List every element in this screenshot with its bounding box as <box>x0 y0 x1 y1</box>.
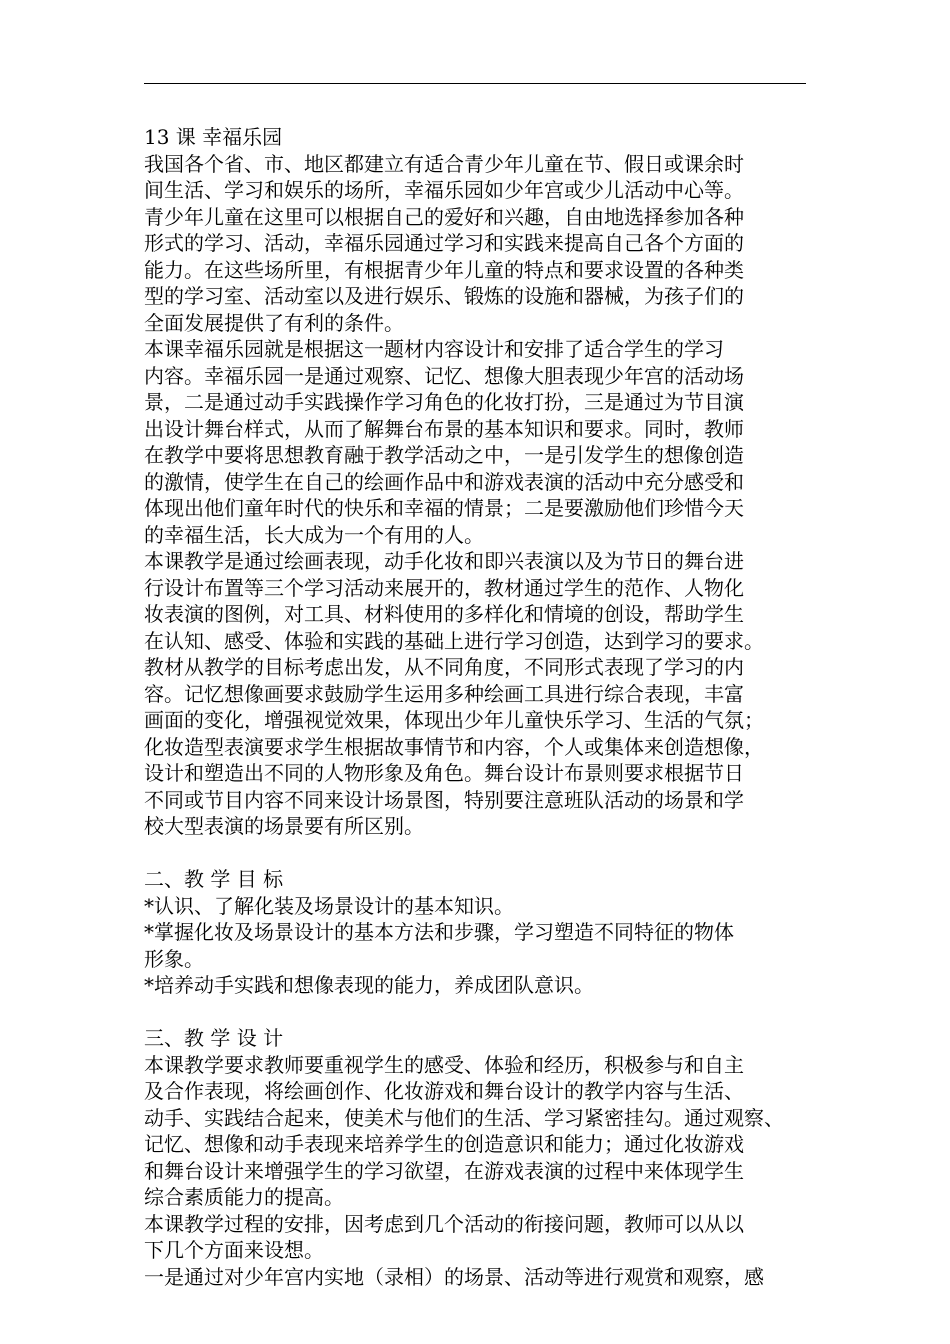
text-line: 及合作表现，将绘画创作、化妆游戏和舞台设计的教学内容与生活、 <box>144 1079 744 1103</box>
text-line: 一是通过对少年宫内实地（录相）的场景、活动等进行观赏和观察，感 <box>144 1264 764 1289</box>
header-rule <box>144 83 806 84</box>
lesson-title: 13 课 幸福乐园 <box>144 125 283 149</box>
text-line: 间生活、学习和娱乐的场所，幸福乐园如少年宫或少儿活动中心等。 <box>144 178 744 202</box>
text-line: 行设计布置等三个学习活动来展开的，教材通过学生的范作、人物化 <box>144 575 744 600</box>
text-line: 教材从教学的目标考虑出发，从不同角度，不同形式表现了学习的内 <box>144 655 744 679</box>
text-line: 出设计舞台样式，从而了解舞台布景的基本知识和要求。同时，教师 <box>144 416 744 441</box>
text-line: 体现出他们童年时代的快乐和幸福的情景；二是要激励他们珍惜今天 <box>144 496 744 520</box>
text-line: 的激情，使学生在自己的绘画作品中和游戏表演的活动中充分感受和 <box>144 469 744 494</box>
text-line: 的幸福生活，长大成为一个有用的人。 <box>144 522 484 547</box>
text-line: 综合素质能力的提高。 <box>144 1185 344 1209</box>
text-line: 能力。在这些场所里，有根据青少年儿童的特点和要求设置的各种类 <box>144 257 744 282</box>
text-line: *认识、了解化装及场景设计的基本知识。 <box>144 893 514 918</box>
text-line: 我国各个省、市、地区都建立有适合青少年儿童在节、假日或课余时 <box>144 151 744 176</box>
text-line: 青少年儿童在这里可以根据自己的爱好和兴趣，自由地选择参加各种 <box>144 204 744 229</box>
text-line: 本课教学过程的安排，因考虑到几个活动的衔接问题，教师可以从以 <box>144 1211 744 1236</box>
blank-line <box>144 840 812 867</box>
document-body <box>144 124 812 1290</box>
text-line: 本课教学是通过绘画表现，动手化妆和即兴表演以及为节日的舞台进 <box>144 549 744 573</box>
text-line: 本课幸福乐园就是根据这一题材内容设计和安排了适合学生的学习 <box>144 337 724 361</box>
blank-line <box>144 999 812 1026</box>
text-line: 本课教学要求教师要重视学生的感受、体验和经历，积极参与和自主 <box>144 1052 744 1077</box>
text-line: 妆表演的图例，对工具、材料使用的多样化和情境的创设，帮助学生 <box>144 602 744 626</box>
text-line: 形式的学习、活动，幸福乐园通过学习和实践来提高自己各个方面的 <box>144 231 744 255</box>
text-line: 容。记忆想像画要求鼓励学生运用多种绘画工具进行综合表现，丰富 <box>144 681 744 706</box>
text-line: 型的学习室、活动室以及进行娱乐、锻炼的设施和器械，为孩子们的 <box>144 284 744 308</box>
text-line: 在教学中要将思想教育融于教学活动之中，一是引发学生的想像创造 <box>144 443 744 467</box>
text-line: 和舞台设计来增强学生的学习欲望，在游戏表演的过程中来体现学生 <box>144 1158 744 1183</box>
text-line: 不同或节目内容不同来设计场景图，特别要注意班队活动的场景和学 <box>144 787 744 812</box>
text-line: 景，二是通过动手实践操作学习角色的化妆打扮，三是通过为节目演 <box>144 390 744 414</box>
text-line: 全面发展提供了有利的条件。 <box>144 310 404 335</box>
text-line: *掌握化妆及场景设计的基本方法和步骤，学习塑造不同特征的物体 <box>144 920 734 944</box>
text-line: 化妆造型表演要求学生根据故事情节和内容，个人或集体来创造想像， <box>144 734 764 759</box>
text-line: 在认知、感受、体验和实践的基础上进行学习创造，达到学习的要求。 <box>144 628 764 653</box>
text-line: 设计和塑造出不同的人物形象及角色。舞台设计布景则要求根据节日 <box>144 761 744 785</box>
text-line: 画面的变化，增强视觉效果，体现出少年儿童快乐学习、生活的气氛； <box>144 708 764 732</box>
text-line: 形象。 <box>144 946 204 971</box>
text-line: 动手、实践结合起来，使美术与他们的生活、学习紧密挂勾。通过观察、 <box>144 1105 784 1130</box>
text-line: 三、教 学 设 计 <box>144 1026 284 1050</box>
text-line: 内容。幸福乐园一是通过观察、记忆、想像大胆表现少年宫的活动场 <box>144 363 744 388</box>
text-line: 下几个方面来设想。 <box>144 1238 324 1262</box>
text-line: 校大型表演的场景要有所区别。 <box>144 814 424 838</box>
text-line: 二、教 学 目 标 <box>144 867 284 891</box>
text-line: 记忆、想像和动手表现来培养学生的创造意识和能力；通过化妆游戏 <box>144 1132 744 1156</box>
text-line: *培养动手实践和想像表现的能力，养成团队意识。 <box>144 973 594 997</box>
